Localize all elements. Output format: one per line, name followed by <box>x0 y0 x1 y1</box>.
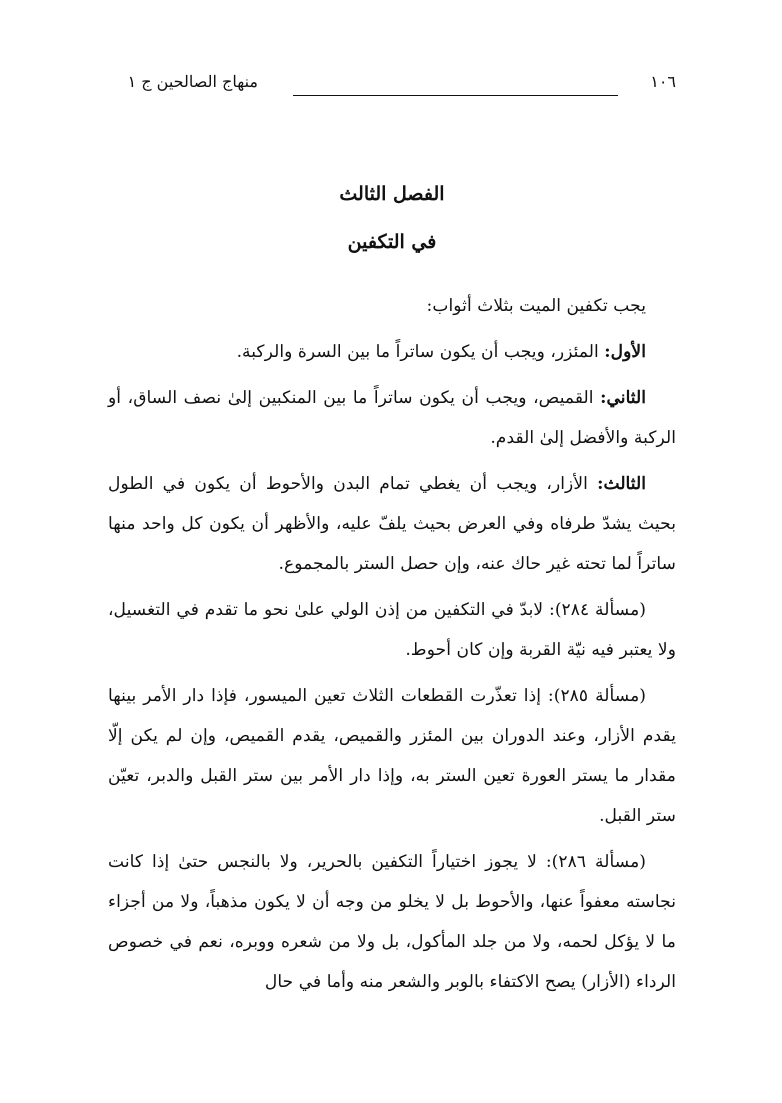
paragraph-text: القميص، ويجب أن يكون ساتراً ما بين المنكبين إلىٰ نصف الساق، أو الركبة والأفضل إلىٰ القدم. <box>108 388 676 448</box>
paragraph-lead: الثالث: <box>597 474 646 494</box>
chapter-heading <box>108 180 676 256</box>
paragraph <box>108 464 676 584</box>
paragraph-text: يجب تكفين الميت بثلاث أثواب: <box>426 296 646 316</box>
paragraph <box>108 378 676 458</box>
paragraph <box>108 286 676 326</box>
paragraph-lead: الثاني: <box>600 388 646 408</box>
running-header <box>108 60 676 100</box>
book-page <box>108 60 676 1008</box>
paragraph <box>108 332 676 372</box>
paragraph <box>108 590 676 670</box>
body-text <box>108 286 676 1002</box>
book-title: منهاج الصالحين ج ١ <box>127 72 258 91</box>
paragraph <box>108 676 676 836</box>
page-number: ١٠٦ <box>650 72 676 91</box>
paragraph-lead: الأول: <box>604 342 646 362</box>
paragraph-text: (مسألة ٢٨٥): إذا تعذّرت القطعات الثلاث تعين الميسور، فإذا دار الأمر بينها يقدم الأزار، وعند الدوران بين المئزر والقميص، يقدم القميص، وإن لم يكن إلّا مقدار ما يستر العورة تعين الستر به، وإذا دار الأمر بين ستر القبل والدبر، تعيّن ستر القبل. <box>108 686 676 826</box>
paragraph-text: المئزر، ويجب أن يكون ساتراً ما بين السرة والركبة. <box>236 342 605 362</box>
paragraph-text: الأزار، ويجب أن يغطي تمام البدن والأحوط أن يكون في الطول بحيث يشدّ طرفاه وفي العرض بحيث يلفّ عليه، والأظهر أن يكون كل واحد منها ساتراً لما تحته غير حاك عنه، وإن حصل الستر بالمجموع. <box>108 474 676 574</box>
header-rule <box>293 95 618 96</box>
paragraph <box>108 842 676 1002</box>
paragraph-text: (مسألة ٢٨٤): لابدّ في التكفين من إذن الولي علىٰ نحو ما تقدم في التغسيل، ولا يعتبر فيه نيّة القربة وإن كان أحوط. <box>108 600 676 660</box>
paragraph-text: (مسألة ٢٨٦): لا يجوز اختياراً التكفين بالحرير، ولا بالنجس حتىٰ إذا كانت نجاسته معفواً عنها، والأحوط بل لا يخلو من وجه أن لا يكون مذهباً، ولا من أجزاء ما لا يؤكل لحمه، ولا من جلد المأكول، بل ولا من شعره ووبره، نعم في خصوص الرداء (الأزار) يصح الاكتفاء بالوبر والشعر منه وأما في حال <box>108 852 676 992</box>
chapter-number: الفصل الثالث <box>339 183 445 205</box>
chapter-title: في التكفين <box>347 231 437 253</box>
